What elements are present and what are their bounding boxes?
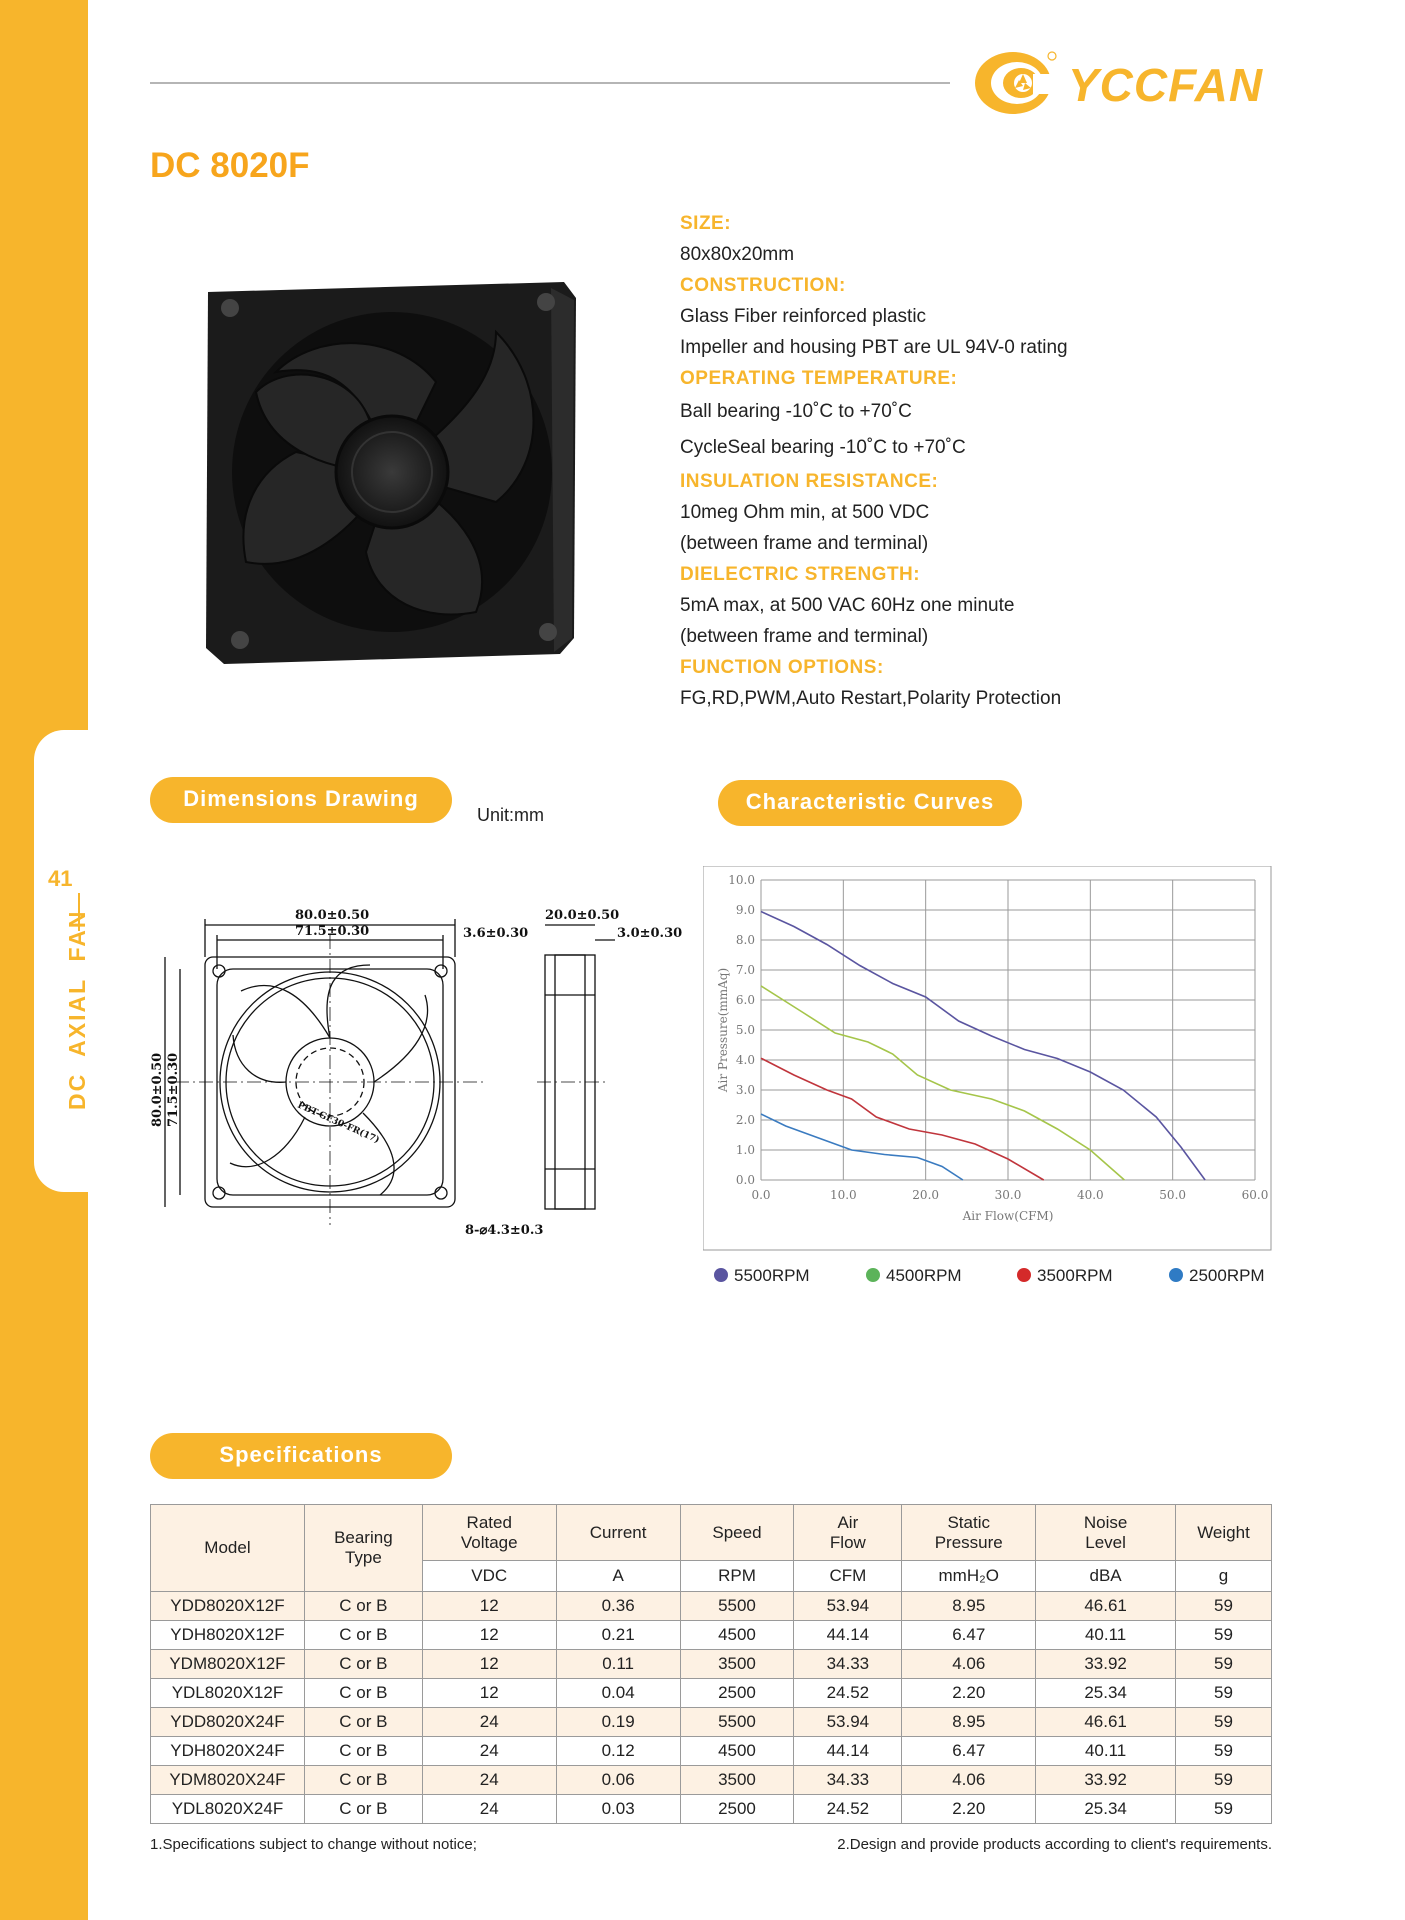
table-cell: 24.52 [794, 1679, 902, 1708]
logo-wordmark: YCCFAN [1068, 59, 1264, 111]
y-tick-label: 1.0 [735, 1143, 755, 1157]
product-title: DC 8020F [150, 146, 310, 185]
table-row [151, 1766, 1272, 1795]
table-cell: 33.92 [1036, 1650, 1176, 1679]
table-row [151, 1737, 1272, 1766]
table-cell: 46.61 [1036, 1592, 1176, 1621]
series-line-2500RPM [761, 1114, 963, 1180]
table-cell: 24 [422, 1795, 556, 1824]
x-tick-label: 60.0 [1241, 1188, 1269, 1202]
table-cell: YDL8020X12F [151, 1679, 305, 1708]
table-cell: 12 [422, 1679, 556, 1708]
table-cell: YDH8020X12F [151, 1621, 305, 1650]
table-cell: 59 [1176, 1737, 1272, 1766]
legend-label: 2500RPM [1189, 1266, 1265, 1285]
table-row [151, 1708, 1272, 1737]
dim-inner-width: 71.5±0.30 [295, 924, 370, 939]
table-row [151, 1679, 1272, 1708]
table-cell: C or B [304, 1795, 422, 1824]
table-cell: 2500 [680, 1795, 794, 1824]
table-cell: 8.95 [902, 1708, 1036, 1737]
y-axis-label: Air Pressure(mmAq) [716, 967, 730, 1093]
x-tick-label: 30.0 [994, 1188, 1022, 1202]
table-cell: 53.94 [794, 1708, 902, 1737]
table-cell: 12 [422, 1592, 556, 1621]
dim-rib: 3.0±0.30 [617, 926, 683, 941]
x-tick-label: 10.0 [829, 1188, 857, 1202]
header-airflow [794, 1505, 902, 1561]
construction-line-2: Impeller and housing PBT are UL 94V-0 rating [680, 337, 1068, 358]
table-cell: 8.95 [902, 1592, 1036, 1621]
footnote-left: 1.Specifications subject to change without notice; [150, 1836, 477, 1853]
table-cell: 4.06 [902, 1650, 1036, 1679]
unit-current: A [556, 1561, 680, 1592]
curves-section-title: Characteristic Curves [718, 780, 1022, 826]
table-cell: 4500 [680, 1737, 794, 1766]
header-noise-line2: Level [1085, 1532, 1126, 1552]
temperature-line-2: CycleSeal bearing -10˚C to +70˚C [680, 437, 966, 458]
unit-airflow: CFM [794, 1561, 902, 1592]
table-cell: YDM8020X12F [151, 1650, 305, 1679]
header-bearing-line1: Bearing [334, 1528, 393, 1547]
legend-swatch [714, 1268, 728, 1282]
table-cell: 12 [422, 1621, 556, 1650]
table-cell: 40.11 [1036, 1737, 1176, 1766]
header-voltage [422, 1505, 556, 1561]
table-cell: 3500 [680, 1650, 794, 1679]
table-cell: YDM8020X24F [151, 1766, 305, 1795]
table-cell: 0.03 [556, 1795, 680, 1824]
table-cell: 24.52 [794, 1795, 902, 1824]
table-cell: 34.33 [794, 1650, 902, 1679]
footnote-right: 2.Design and provide products according to client's requirements. [837, 1836, 1272, 1853]
y-tick-label: 5.0 [735, 1023, 755, 1037]
table-cell: 59 [1176, 1650, 1272, 1679]
temperature-heading: OPERATING TEMPERATURE: [680, 368, 958, 389]
y-tick-label: 6.0 [735, 993, 755, 1007]
table-cell: 59 [1176, 1766, 1272, 1795]
unit-pressure: mmH₂O [902, 1561, 1036, 1592]
table-cell: 25.34 [1036, 1795, 1176, 1824]
table-cell: 0.11 [556, 1650, 680, 1679]
dim-outer-height: 80.0±0.50 [150, 1052, 165, 1127]
dim-hub-marking: PBT-GF30-FR(17) [295, 1100, 381, 1146]
table-cell: YDH8020X24F [151, 1737, 305, 1766]
x-axis-label: Air Flow(CFM) [962, 1209, 1054, 1223]
table-cell: 59 [1176, 1592, 1272, 1621]
header-airflow-line2: Flow [829, 1532, 866, 1552]
legend-item-5500 [714, 1266, 810, 1286]
header-pressure [902, 1505, 1036, 1561]
series-line-5500RPM [761, 912, 1205, 1181]
table-cell: 3500 [680, 1766, 794, 1795]
unit-noise: dBA [1036, 1561, 1176, 1592]
x-tick-label: 40.0 [1076, 1188, 1104, 1202]
header-weight: Weight [1176, 1505, 1272, 1561]
legend-label: 4500RPM [886, 1266, 962, 1285]
dielectric-heading: DIELECTRIC STRENGTH: [680, 564, 921, 585]
spec-summary [680, 208, 1180, 714]
legend-item-3500 [1017, 1266, 1113, 1286]
table-cell: 5500 [680, 1592, 794, 1621]
dielectric-line-1: 5mA max, at 500 VAC 60Hz one minute [680, 595, 1015, 616]
table-cell: 53.94 [794, 1592, 902, 1621]
table-cell: 12 [422, 1650, 556, 1679]
legend-item-2500 [1169, 1266, 1265, 1286]
series-line-4500RPM [761, 986, 1124, 1180]
legend-label: 5500RPM [734, 1266, 810, 1285]
legend-swatch [866, 1268, 880, 1282]
table-cell: 2.20 [902, 1679, 1036, 1708]
construction-line-1: Glass Fiber reinforced plastic [680, 306, 927, 327]
dimensions-section-title: Dimensions Drawing [150, 777, 452, 823]
page-number: 41 [48, 866, 73, 891]
table-cell: 0.21 [556, 1621, 680, 1650]
dim-holes: 8-⌀4.3±0.3 [465, 1223, 544, 1238]
legend-item-4500 [866, 1266, 962, 1286]
dim-flange: 3.6±0.30 [463, 926, 529, 941]
table-cell: 0.19 [556, 1708, 680, 1737]
insulation-line-1: 10meg Ohm min, at 500 VDC [680, 502, 930, 523]
header-speed: Speed [680, 1505, 794, 1561]
header-airflow-line1: Air [837, 1512, 859, 1532]
table-cell: 4.06 [902, 1766, 1036, 1795]
table-cell: 5500 [680, 1708, 794, 1737]
table-cell: 24 [422, 1708, 556, 1737]
dim-outer-width: 80.0±0.50 [295, 908, 370, 923]
table-cell: 40.11 [1036, 1621, 1176, 1650]
characteristic-chart [703, 866, 1273, 1252]
table-row [151, 1592, 1272, 1621]
table-cell: 0.04 [556, 1679, 680, 1708]
y-tick-label: 2.0 [735, 1113, 755, 1127]
table-cell: C or B [304, 1766, 422, 1795]
series-line-3500RPM [761, 1058, 1044, 1180]
y-tick-label: 0.0 [735, 1173, 755, 1187]
header-voltage-line1: Rated [466, 1512, 512, 1532]
header-model: Model [151, 1505, 305, 1592]
table-row [151, 1621, 1272, 1650]
legend-label: 3500RPM [1037, 1266, 1113, 1285]
table-cell: C or B [304, 1621, 422, 1650]
table-cell: 33.92 [1036, 1766, 1176, 1795]
size-heading: SIZE: [680, 213, 732, 234]
function-value: FG,RD,PWM,Auto Restart,Polarity Protection [680, 688, 1062, 709]
table-cell: YDD8020X12F [151, 1592, 305, 1621]
x-tick-label: 0.0 [751, 1188, 771, 1202]
table-cell: 4500 [680, 1621, 794, 1650]
table-row [151, 1650, 1272, 1679]
table-cell: C or B [304, 1592, 422, 1621]
table-cell: 59 [1176, 1708, 1272, 1737]
table-cell: 44.14 [794, 1737, 902, 1766]
y-tick-label: 4.0 [735, 1053, 755, 1067]
table-cell: 0.06 [556, 1766, 680, 1795]
legend-swatch [1169, 1268, 1183, 1282]
table-row [151, 1795, 1272, 1824]
table-cell: 0.12 [556, 1737, 680, 1766]
header-voltage-line2: Voltage [460, 1532, 518, 1552]
table-cell: 6.47 [902, 1737, 1036, 1766]
brand-logo [973, 50, 1273, 116]
y-tick-label: 3.0 [735, 1083, 755, 1097]
table-cell: C or B [304, 1737, 422, 1766]
dim-depth: 20.0±0.50 [545, 908, 620, 923]
table-body [151, 1592, 1272, 1824]
function-heading: FUNCTION OPTIONS: [680, 657, 884, 678]
chart-svg [703, 866, 1273, 1252]
table-cell: 6.47 [902, 1621, 1036, 1650]
header-pressure-line1: Static [947, 1512, 990, 1532]
header-current: Current [556, 1505, 680, 1561]
dimensions-unit: Unit:mm [477, 805, 544, 825]
table-cell: 46.61 [1036, 1708, 1176, 1737]
temperature-line-1: Ball bearing -10˚C to +70˚C [680, 401, 912, 422]
x-tick-label: 50.0 [1159, 1188, 1187, 1202]
unit-speed: RPM [680, 1561, 794, 1592]
insulation-line-2: (between frame and terminal) [680, 533, 929, 554]
legend-swatch [1017, 1268, 1031, 1282]
y-tick-label: 7.0 [735, 963, 755, 977]
specifications-section-title: Specifications [150, 1433, 452, 1479]
construction-heading: CONSTRUCTION: [680, 275, 846, 296]
table-cell: 59 [1176, 1621, 1272, 1650]
dimensions-drawing [145, 895, 705, 1255]
header-rule [150, 82, 950, 84]
table-cell: C or B [304, 1708, 422, 1737]
dielectric-line-2: (between frame and terminal) [680, 626, 929, 647]
table-cell: 24 [422, 1737, 556, 1766]
specifications-table [150, 1504, 1272, 1824]
fan-product-photo [196, 272, 580, 666]
unit-weight: g [1176, 1561, 1272, 1592]
header-bearing-line2: Type [344, 1548, 382, 1567]
table-cell: 44.14 [794, 1621, 902, 1650]
table-cell: 0.36 [556, 1592, 680, 1621]
y-tick-label: 10.0 [728, 873, 755, 887]
x-tick-label: 20.0 [912, 1188, 940, 1202]
table-cell: C or B [304, 1679, 422, 1708]
table-cell: 25.34 [1036, 1679, 1176, 1708]
table-cell: YDD8020X24F [151, 1708, 305, 1737]
insulation-heading: INSULATION RESISTANCE: [680, 471, 939, 492]
size-value: 80x80x20mm [680, 244, 795, 265]
table-cell: YDL8020X24F [151, 1795, 305, 1824]
table-cell: 2500 [680, 1679, 794, 1708]
unit-voltage: VDC [422, 1561, 556, 1592]
dim-inner-height: 71.5±0.30 [166, 1052, 181, 1127]
chart-legend [714, 1266, 1274, 1292]
y-tick-label: 9.0 [735, 903, 755, 917]
table-cell: 24 [422, 1766, 556, 1795]
y-tick-label: 8.0 [735, 933, 755, 947]
header-bearing [304, 1505, 422, 1592]
table-cell: 59 [1176, 1679, 1272, 1708]
logo-mark-icon [973, 50, 1065, 116]
header-pressure-line2: Pressure [934, 1532, 1003, 1552]
table-cell: 59 [1176, 1795, 1272, 1824]
table-cell: C or B [304, 1650, 422, 1679]
table-header-row [151, 1505, 1272, 1561]
header-noise [1036, 1505, 1176, 1561]
table-cell: 2.20 [902, 1795, 1036, 1824]
sidebar-category-label: DC AXIAL FAN [64, 909, 90, 1110]
table-cell: 34.33 [794, 1766, 902, 1795]
header-noise-line1: Noise [1083, 1512, 1128, 1532]
